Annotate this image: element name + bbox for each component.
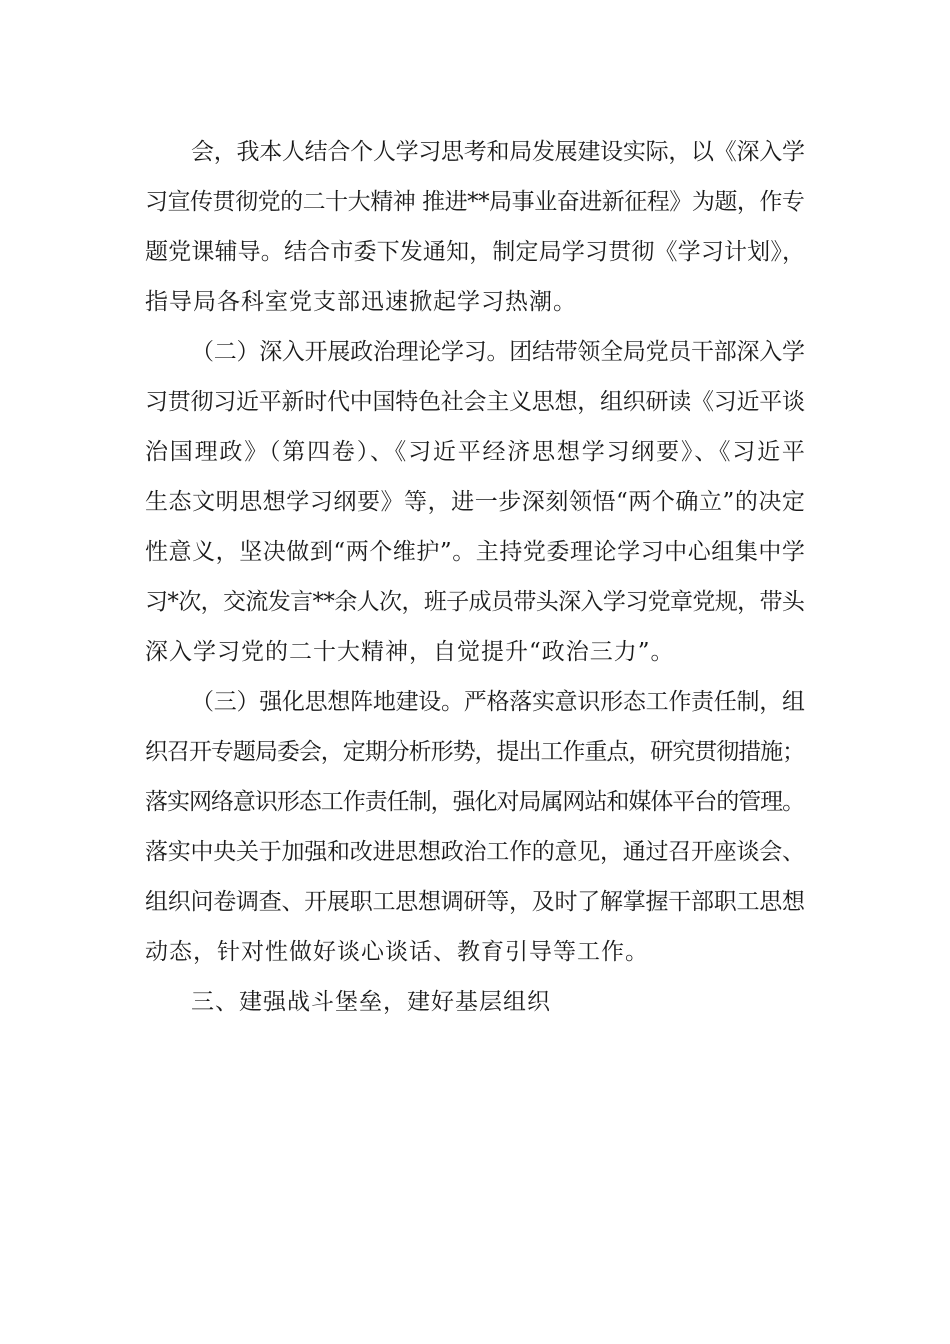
section-heading: 三、建强战斗堡垒，建好基层组织 [191,989,551,1015]
text-line: 会，我本人结合个人学习思考和局发展建设实际，以《深入学 [191,139,805,165]
text-line: 性意义，坚决做到“两个维护”。主持党委理论学习中心组集中学 [145,539,806,565]
text-line: 习宣传贯彻党的二十大精神 推进**局事业奋进新征程》为题，作专 [145,189,805,215]
text-line: （三）强化思想阵地建设。严格落实意识形态工作责任制，组 [191,689,805,715]
text-line: 落实中央关于加强和改进思想政治工作的意见，通过召开座谈会、 [145,839,805,865]
text-line: 生态文明思想学习纲要》等，进一步深刻领悟“两个确立”的决定 [145,489,806,515]
text-line: 习贯彻习近平新时代中国特色社会主义思想，组织研读《习近平谈 [145,389,805,415]
text-line: 动态，针对性做好谈心谈话、教育引导等工作。 [145,939,649,965]
text-line: （二）深入开展政治理论学习。团结带领全局党员干部深入学 [191,339,805,365]
text-line: 组织问卷调查、开展职工思想调研等，及时了解掌握干部职工思想 [145,889,805,915]
text-line: 深入学习党的二十大精神，自觉提升“政治三力”。 [145,639,675,665]
text-line: 治国理政》（第四卷）、《习近平经济思想学习纲要》、《习近平 [145,439,807,465]
text-line: 题党课辅导。结合市委下发通知，制定局学习贯彻《学习计划》， [145,239,806,265]
text-line: 习*次，交流发言**余人次，班子成员带头深入学习党章党规，带头 [145,589,805,615]
text-line: 织召开专题局委会，定期分析形势，提出工作重点，研究贯彻措施； [145,739,805,765]
text-line: 指导局各科室党支部迅速掀起学习热潮。 [145,289,577,315]
text-line: 落实网络意识形态工作责任制，强化对局属网站和媒体平台的管理。 [145,789,805,815]
